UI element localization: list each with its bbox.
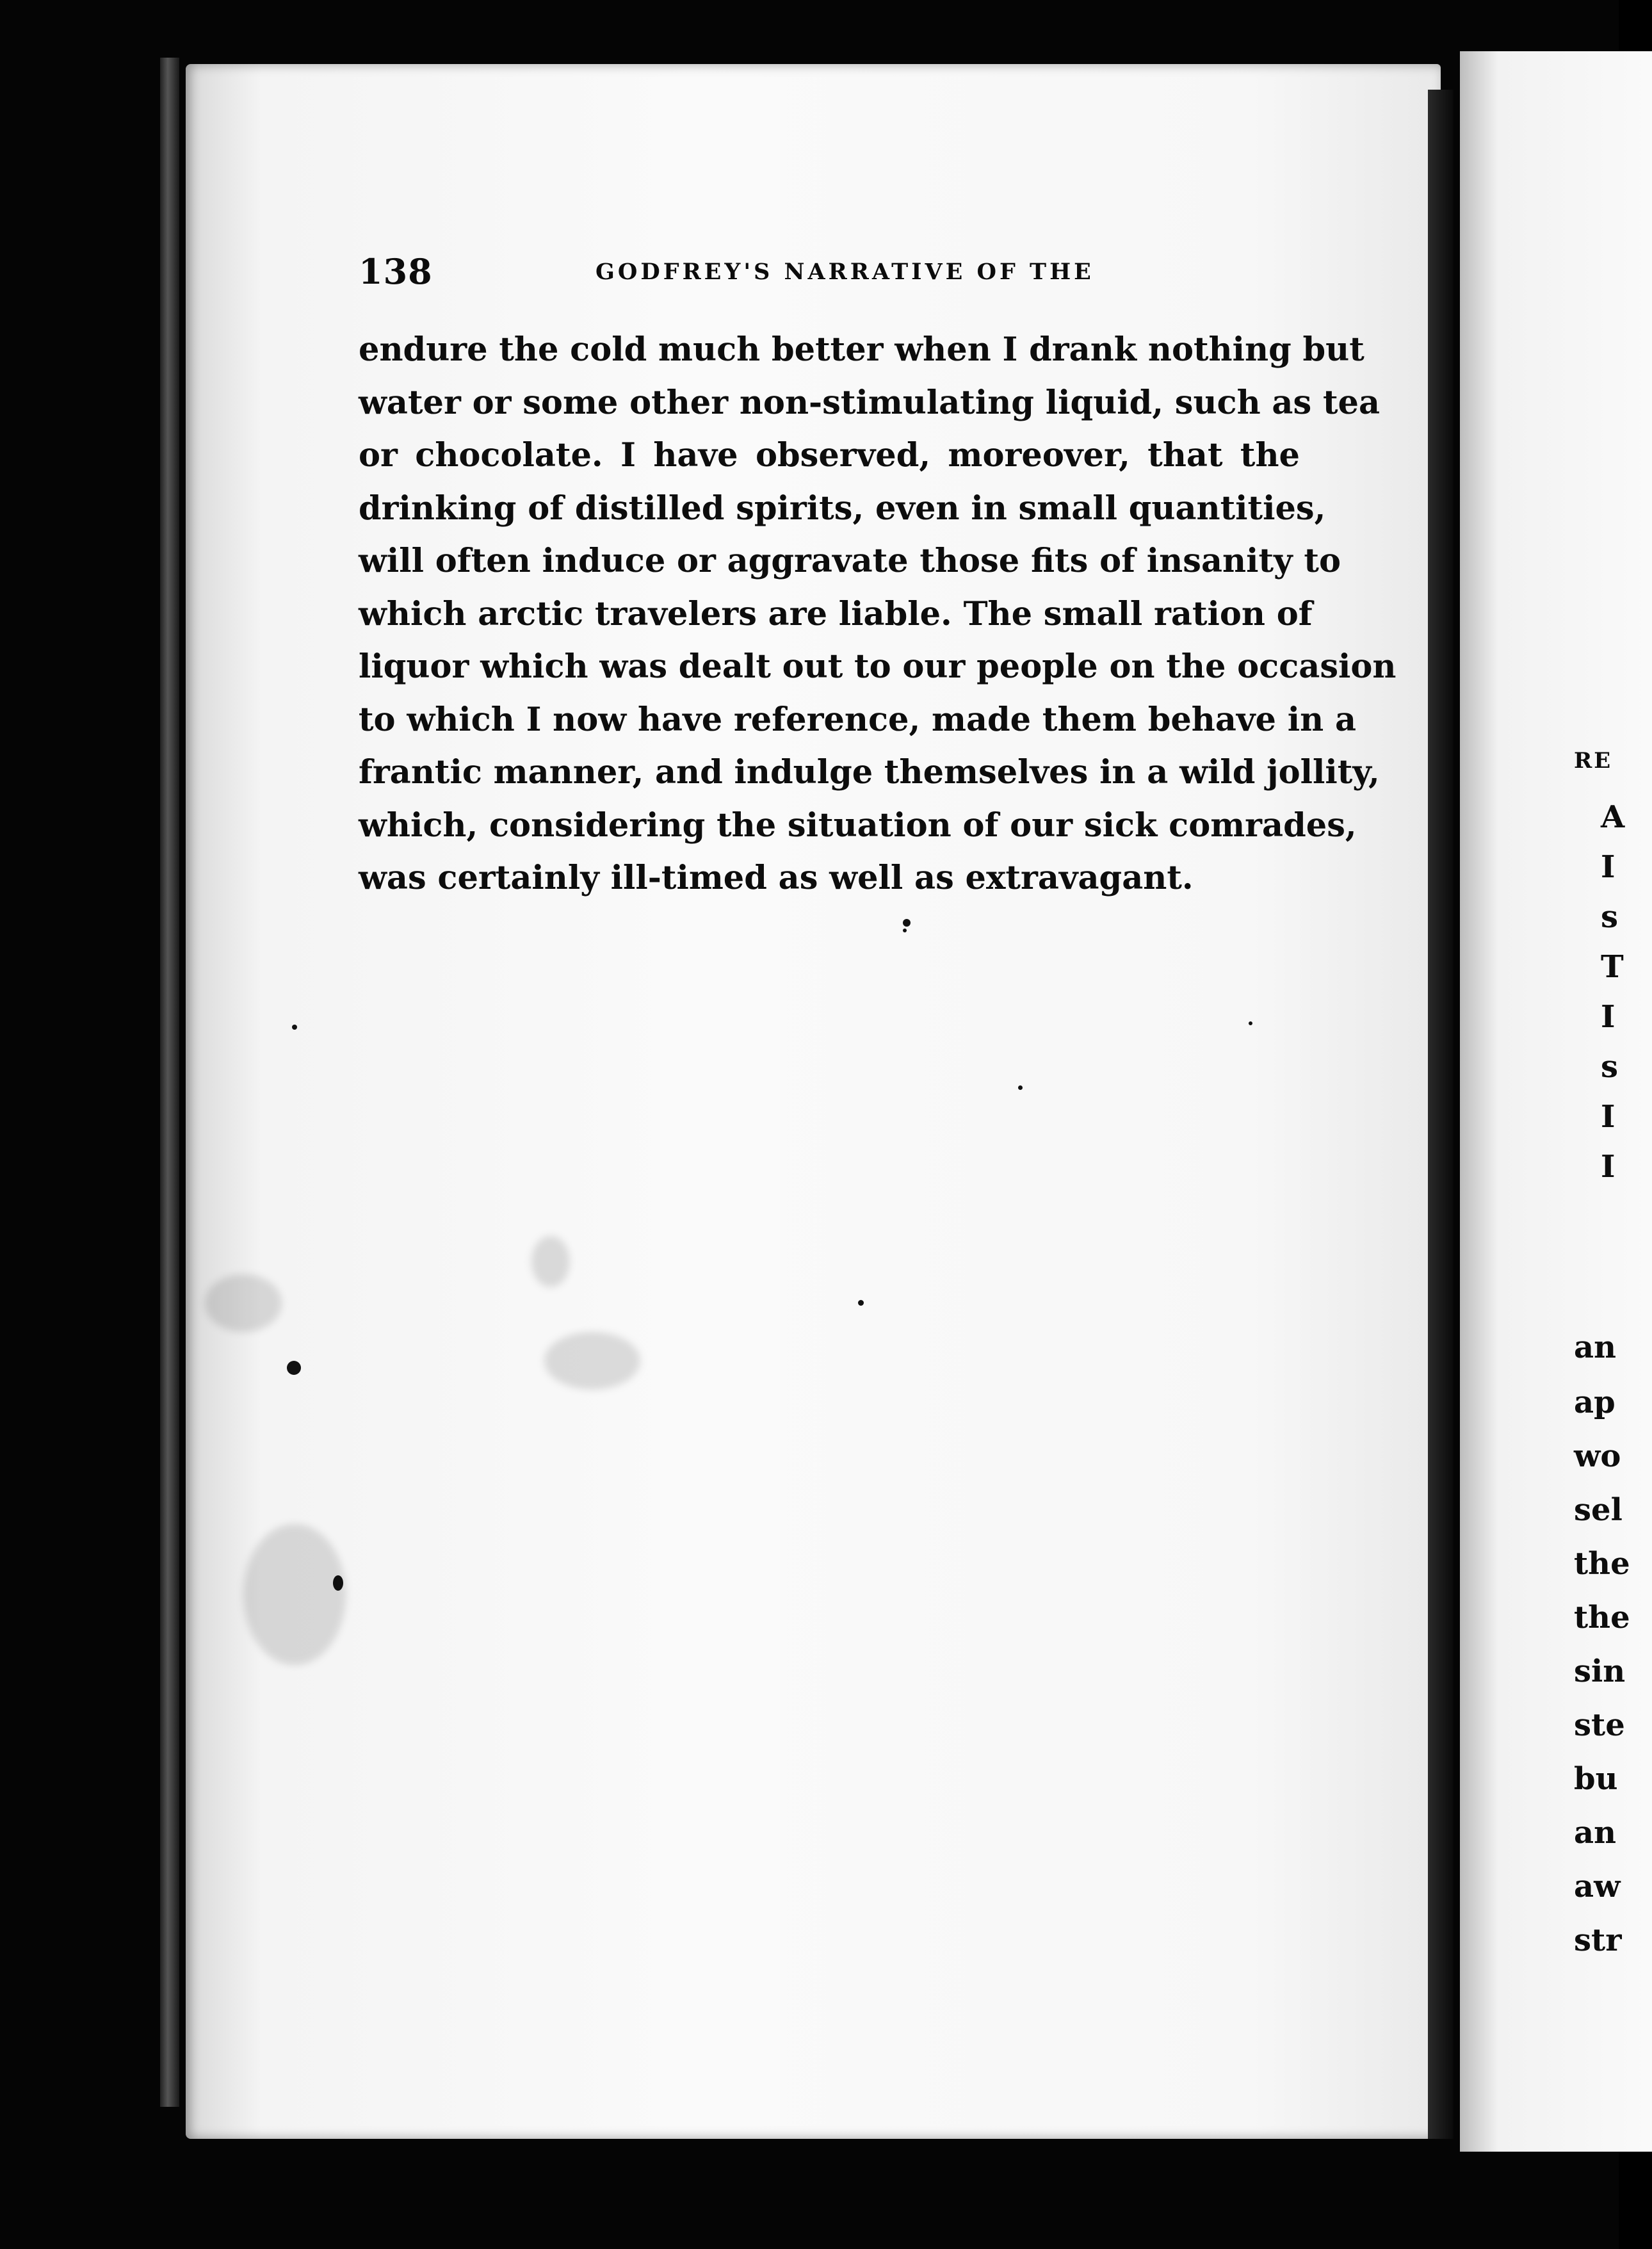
facing-page-text-fragment: A <box>1601 799 1625 835</box>
text-line: endure the cold much better when I drank nothing but <box>359 330 1365 369</box>
facing-page-text-fragment: sin <box>1574 1653 1626 1689</box>
text-line: water or some other non-stimulating liquid, such as tea <box>359 383 1380 422</box>
facing-page-text-fragment: the <box>1574 1600 1630 1636</box>
page-number: 138 <box>359 251 433 292</box>
running-head <box>359 251 1300 292</box>
facing-page-text-fragment: ste <box>1574 1707 1625 1743</box>
facing-page-text-fragment: an <box>1574 1329 1616 1365</box>
ink-speck <box>1249 1021 1252 1025</box>
facing-page-text-fragment: T <box>1601 949 1624 985</box>
ink-speck <box>292 1025 297 1030</box>
text-line: to which I now have reference, made them behave in a <box>359 700 1357 739</box>
facing-page-text-fragment: I <box>1601 1099 1616 1135</box>
facing-page-text-fragment: str <box>1574 1922 1622 1958</box>
text-line: drinking of distilled spirits, even in small quantities, <box>359 489 1326 528</box>
text-line: will often induce or aggravate those fits of insanity to <box>359 542 1341 580</box>
ink-speck <box>287 1361 301 1375</box>
text-line: was certainly ill-timed as well as extravagant. <box>359 859 1194 897</box>
page-stain <box>243 1524 346 1665</box>
ink-speck <box>1018 1085 1023 1090</box>
facing-page-edge <box>1460 51 1652 2152</box>
facing-page-text-fragment: aw <box>1574 1869 1621 1904</box>
facing-page-heading-fragment: RE <box>1574 748 1613 774</box>
facing-page-text-fragment: I <box>1601 1149 1616 1185</box>
page-stain <box>544 1332 640 1390</box>
body-paragraph <box>359 323 1397 905</box>
facing-page-text-fragment: I <box>1601 999 1616 1035</box>
text-line: frantic manner, and indulge themselves in a wild jollity, <box>359 753 1380 792</box>
text-line: which arctic travelers are liable. The small ration of <box>359 594 1313 633</box>
facing-page-text-fragment: wo <box>1574 1438 1621 1474</box>
ink-speck <box>858 1300 864 1306</box>
ink-speck <box>903 919 911 927</box>
facing-page-text-fragment: s <box>1601 899 1619 935</box>
facing-page-text-fragment: bu <box>1574 1761 1618 1797</box>
facing-page-text-fragment: the <box>1574 1546 1630 1582</box>
facing-page-text-fragment: ap <box>1574 1384 1616 1420</box>
facing-page-text-fragment: an <box>1574 1815 1616 1851</box>
text-line: which, considering the situation of our sick comrades, <box>359 806 1357 845</box>
facing-page-text-fragment: s <box>1601 1049 1619 1085</box>
page-gutter <box>1428 90 1454 2139</box>
text-line: or chocolate. I have observed, moreover, that the <box>359 436 1300 475</box>
book-binding-edge <box>160 58 179 2107</box>
running-title: GODFREY'S NARRATIVE OF THE <box>595 259 1094 285</box>
ink-speck <box>903 929 907 932</box>
page-stain <box>205 1274 282 1332</box>
page-stain <box>531 1236 570 1287</box>
facing-page-text-fragment: I <box>1601 849 1616 885</box>
text-line: liquor which was dealt out to our people on the occasion <box>359 647 1397 686</box>
facing-page-text-fragment: sel <box>1574 1492 1623 1528</box>
